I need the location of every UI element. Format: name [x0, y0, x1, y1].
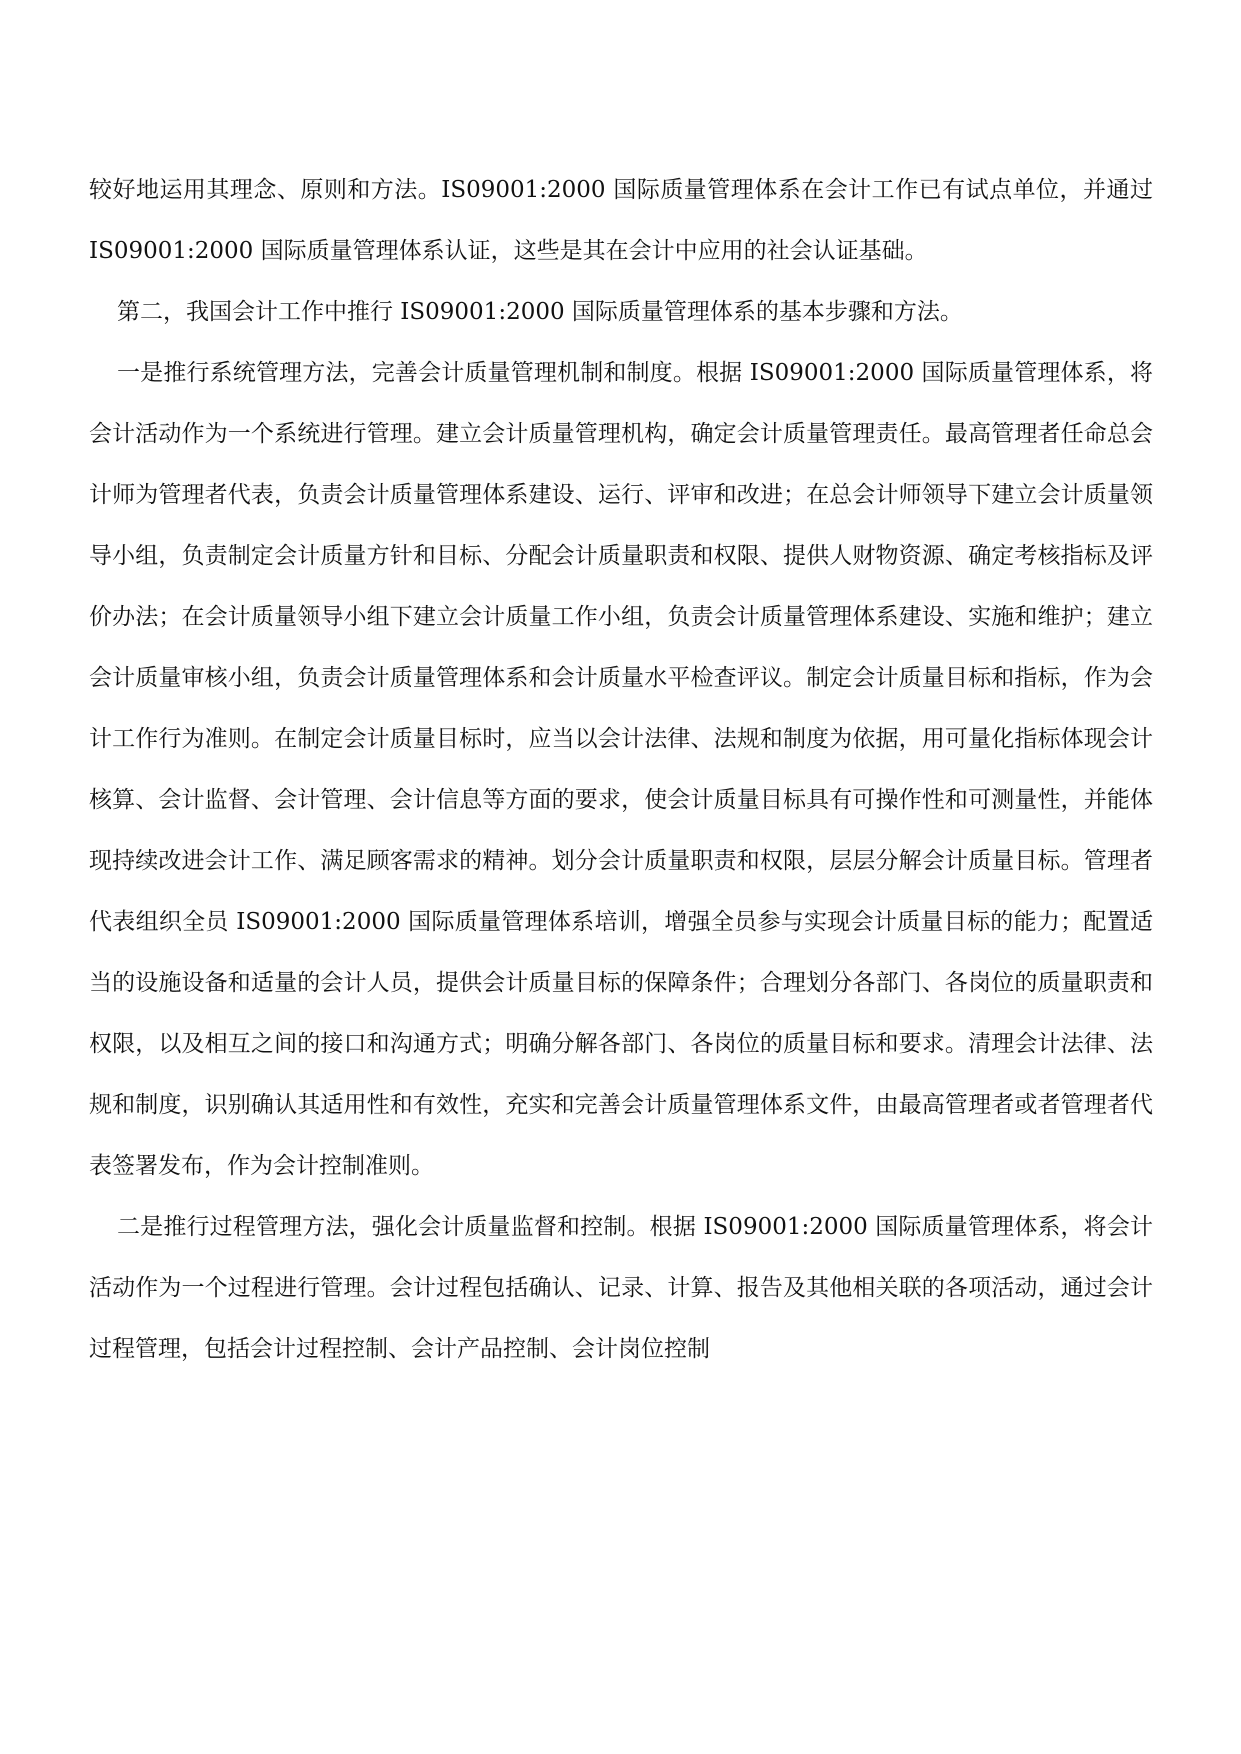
paragraph-continuation: 较好地运用其理念、原则和方法。IS09001:2000 国际质量管理体系在会计工作已有试点单位，并通过 IS09001:2000 国际质量管理体系认证，这些是其在会计中应用的社会认证基础。	[89, 177, 1153, 264]
paragraph-process-management: 二是推行过程管理方法，强化会计质量监督和控制。根据 IS09001:2000 国际质量管理体系，将会计活动作为一个过程进行管理。会计过程包括确认、记录、计算、报告及其他相关联的各项活动，通过会计过程管理，包括会计过程控制、会计产品控制、会计岗位控制	[89, 1214, 1153, 1362]
paragraph-section-two: 第二，我国会计工作中推行 IS09001:2000 国际质量管理体系的基本步骤和方法。	[117, 299, 963, 325]
document-body	[89, 160, 1153, 1380]
paragraph-system-management: 一是推行系统管理方法，完善会计质量管理机制和制度。根据 IS09001:2000 国际质量管理体系，将会计活动作为一个系统进行管理。建立会计质量管理机构，确定会计质量管理责任。最高管理者任命总会计师为管理者代表，负责会计质量管理体系建设、运行、评审和改进；在总会计师领导下建立会计质量领导小组，负责制定会计质量方针和目标、分配会计质量职责和权限、提供人财物资源、确定考核指标及评价办法；在会计质量领导小组下建立会计质量工作小组，负责会计质量管理体系建设、实施和维护；建立会计质量审核小组，负责会计质量管理体系和会计质量水平检查评议。制定会计质量目标和指标，作为会计工作行为准则。在制定会计质量目标时，应当以会计法律、法规和制度为依据，用可量化指标体现会计核算、会计监督、会计管理、会计信息等方面的要求，使会计质量目标具有可操作性和可测量性，并能体现持续改进会计工作、满足顾客需求的精神。划分会计质量职责和权限，层层分解会计质量目标。管理者代表组织全员 IS09001:2000 国际质量管理体系培训，增强全员参与实现会计质量目标的能力；配置适当的设施设备和适量的会计人员，提供会计质量目标的保障条件；合理划分各部门、各岗位的质量职责和权限，以及相互之间的接口和沟通方式；明确分解各部门、各岗位的质量目标和要求。清理会计法律、法规和制度，识别确认其适用性和有效性，充实和完善会计质量管理体系文件，由最高管理者或者管理者代表签署发布，作为会计控制准则。	[89, 360, 1153, 1179]
